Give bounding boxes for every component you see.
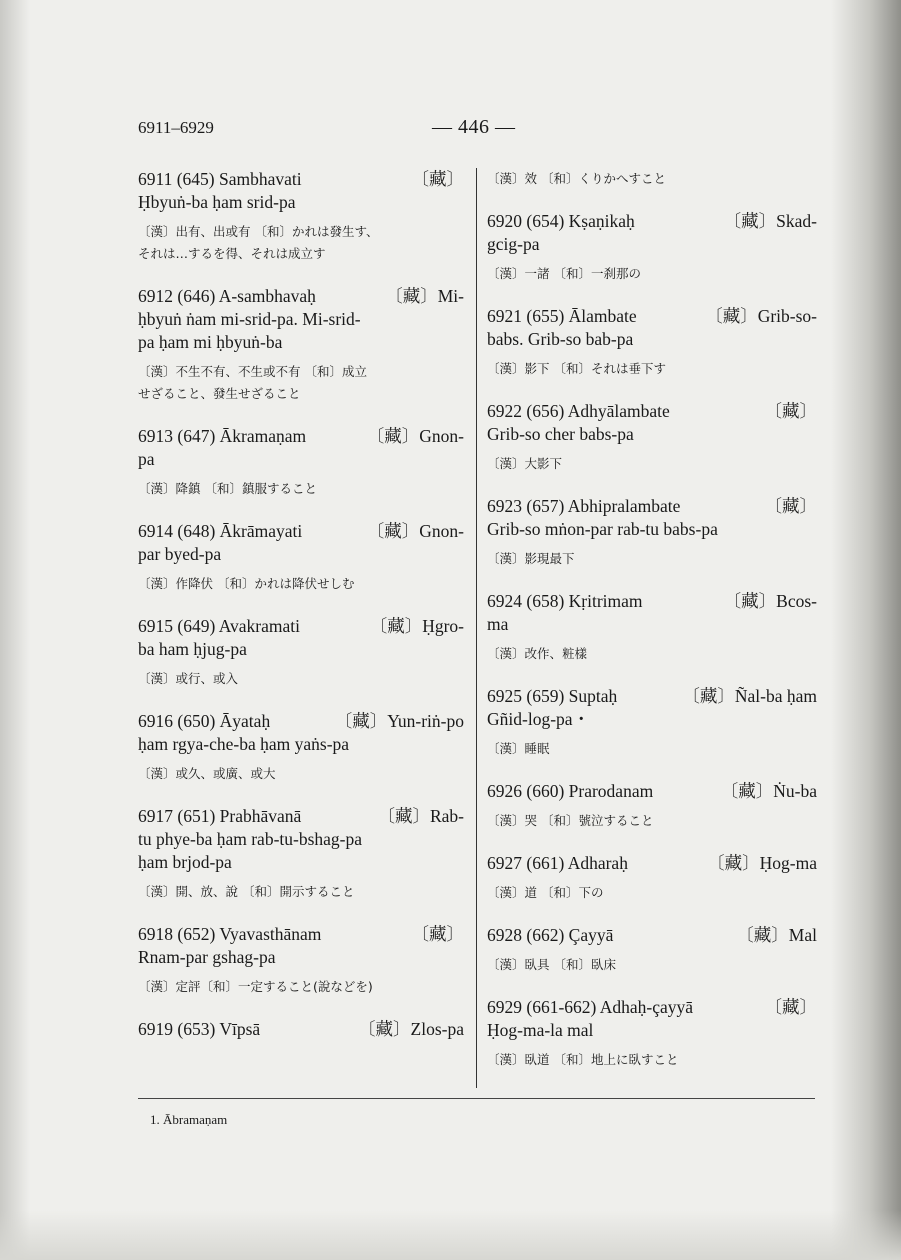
entry-chinese-japanese-gloss: 〔漢〕定評〔和〕一定すること(說などを) — [138, 979, 373, 994]
dictionary-entry — [487, 996, 817, 1071]
entry-headline — [138, 425, 464, 448]
entry-sanskrit: 6912 (646) A-sambhavaḥ — [138, 286, 316, 306]
dictionary-entry — [487, 852, 817, 904]
entry-sanskrit: 6917 (651) Prabhāvanā — [138, 806, 302, 826]
entry-chinese-japanese-gloss: 〔漢〕一諸 〔和〕一刹那の — [487, 266, 641, 281]
entry-chinese-japanese-gloss: 〔漢〕降鎮 〔和〕鎮服すること — [138, 481, 317, 496]
entry-chinese-japanese-gloss: 〔漢〕道 〔和〕下の — [487, 885, 604, 900]
entry-tibetan-start: 〔藏〕Mi- — [385, 286, 464, 306]
entry-tibetan-continued: par byed-pa — [138, 544, 222, 564]
entry-chinese-japanese-gloss: 〔漢〕哭 〔和〕號泣すること — [487, 813, 654, 828]
entry-sanskrit: 6916 (650) Āyataḥ — [138, 711, 271, 731]
entry-tibetan-start: 〔藏〕Mal — [736, 925, 817, 945]
dictionary-entry — [487, 495, 817, 570]
entry-tibetan-continued: tu phye-ba ḥam rab-tu-bshag-pa — [138, 829, 363, 849]
entry-tibetan-start: 〔藏〕Rab- — [377, 806, 464, 826]
entry-headline — [487, 305, 817, 328]
entry-tibetan-continued: ḥam rgya-che-ba ḥam yaṅs-pa — [138, 734, 350, 754]
entry-tibetan-start: 〔藏〕Gnon- — [366, 521, 464, 541]
entry-sanskrit: 6918 (652) Vyavasthānam — [138, 924, 322, 944]
entry-tibetan-start: 〔藏〕Ḥgro- — [369, 616, 464, 636]
entry-headline — [138, 710, 464, 733]
entry-headline — [487, 924, 817, 947]
scan-shadow-bottom — [0, 1210, 901, 1260]
footnote: 1. Ābramaṇam — [150, 1112, 228, 1127]
entry-sanskrit: 6929 (661-662) Adhaḥ-çayyā — [487, 997, 694, 1017]
dictionary-entry — [138, 520, 464, 595]
entry-tibetan-continued: Rnam-par gshag-pa — [138, 947, 276, 967]
entry-tibetan-continued: Ḥbyuṅ-ba ḥam srid-pa — [138, 192, 296, 212]
entry-sanskrit: 6915 (649) Avakramati — [138, 616, 300, 636]
entry-chinese-japanese-gloss: 〔漢〕開、放、說 〔和〕開示すること — [138, 884, 355, 899]
entry-chinese-japanese-gloss: 〔漢〕睡眠 — [487, 741, 550, 756]
entry-chinese-japanese-gloss: 〔漢〕臥具 〔和〕臥床 — [487, 957, 616, 972]
entry-tibetan-continued: babs. Grib-so bab-pa — [487, 329, 634, 349]
entry-sanskrit: 6920 (654) Kṣaṇikaḥ — [487, 211, 635, 231]
entry-tibetan-start: 〔藏〕Ḥog-ma — [707, 853, 817, 873]
entry-sanskrit: 6922 (656) Adhyālambate — [487, 401, 670, 421]
entry-tibetan-start: 〔藏〕Zlos-pa — [358, 1019, 464, 1039]
entry-sanskrit: 6914 (648) Ākrāmayati — [138, 521, 303, 541]
entry-japanese-gloss-continued: それは…するを得、それは成立す — [138, 246, 326, 261]
entry-headline — [487, 495, 817, 518]
entry-headline — [138, 1018, 464, 1041]
right-column — [487, 168, 817, 1091]
entry-headline — [487, 685, 817, 708]
dictionary-entry — [138, 805, 464, 903]
entry-tibetan-continued: pa — [138, 449, 155, 469]
dictionary-entry — [138, 1018, 464, 1041]
dictionary-entry — [487, 924, 817, 976]
entry-chinese-japanese-gloss: 〔漢〕改作、粧樣 — [487, 646, 588, 661]
dictionary-entry — [487, 305, 817, 380]
entry-tibetan-start: 〔藏〕Ñal-ba ḥam — [682, 686, 817, 706]
entry-headline — [138, 285, 464, 308]
entry-chinese-japanese-gloss: 〔漢〕臥道 〔和〕地上に臥すこと — [487, 1052, 679, 1067]
entry-tibetan-continued: ba ham ḥjug-pa — [138, 639, 247, 659]
entry-chinese-japanese-gloss: 〔漢〕或行、或入 — [138, 671, 239, 686]
entry-sanskrit: 6919 (653) Vīpsā — [138, 1019, 261, 1039]
entry-chinese-japanese-gloss: 〔漢〕影下 〔和〕それは垂下す — [487, 361, 666, 376]
entry-sanskrit: 6923 (657) Abhipralambate — [487, 496, 681, 516]
entry-sanskrit: 6925 (659) Suptaḥ — [487, 686, 618, 706]
entry-chinese-japanese-gloss: 〔漢〕出有、出或有 〔和〕かれは發生す、 — [138, 224, 379, 239]
entry-chinese-japanese-gloss: 〔漢〕或久、或廣、或大 — [138, 766, 276, 781]
dictionary-entry — [138, 615, 464, 690]
entry-tibetan-continued: pa ḥam mi ḥbyuṅ-ba — [138, 332, 283, 352]
entry-sanskrit: 6926 (660) Prarodanam — [487, 781, 654, 801]
left-column — [138, 168, 464, 1061]
entry-chinese-japanese-gloss: 〔漢〕影現最下 — [487, 551, 575, 566]
header-entry-range: 6911–6929 — [138, 118, 214, 137]
entry-tibetan-continued: Ḥog-ma-la mal — [487, 1020, 594, 1040]
dictionary-entry — [487, 168, 817, 190]
dictionary-entry — [138, 923, 464, 998]
entry-tibetan-start: 〔藏〕 — [764, 401, 817, 421]
entry-chinese-japanese-gloss: 〔漢〕效 〔和〕くりかへすこと — [487, 171, 666, 186]
entry-sanskrit: 6911 (645) Sambhavati — [138, 169, 302, 189]
column-divider — [476, 168, 477, 1088]
entry-tibetan-continued: ma — [487, 614, 509, 634]
entry-headline — [487, 590, 817, 613]
footnote-rule — [138, 1098, 815, 1099]
entry-tibetan-continued: ḥam brjod-pa — [138, 852, 232, 872]
entry-tibetan-continued: gcig-pa — [487, 234, 540, 254]
entry-headline — [138, 168, 464, 191]
entry-headline — [487, 996, 817, 1019]
entry-sanskrit: 6927 (661) Adharaḥ — [487, 853, 628, 873]
dictionary-entry — [487, 780, 817, 832]
entry-headline — [138, 805, 464, 828]
entry-sanskrit: 6921 (655) Ālambate — [487, 306, 637, 326]
entry-sanskrit: 6928 (662) Çayyā — [487, 925, 614, 945]
entry-tibetan-continued: Grib-so cher babs-pa — [487, 424, 634, 444]
entry-sanskrit: 6924 (658) Kṛitrimam — [487, 591, 643, 611]
entry-tibetan-start: 〔藏〕Gnon- — [366, 426, 464, 446]
entry-tibetan-continued: Gñid-log-pa・ — [487, 709, 591, 729]
entry-headline — [138, 615, 464, 638]
entry-tibetan-start: 〔藏〕Grib-so- — [705, 306, 817, 326]
entry-tibetan-start: 〔藏〕Bcos- — [723, 591, 817, 611]
dictionary-entry — [487, 400, 817, 475]
entry-headline — [487, 780, 817, 803]
entry-tibetan-start: 〔藏〕 — [411, 924, 464, 944]
entry-headline — [138, 923, 464, 946]
entry-chinese-japanese-gloss: 〔漢〕不生不有、不生或不有 〔和〕成立 — [138, 364, 367, 379]
entry-headline — [487, 400, 817, 423]
entry-tibetan-start: 〔藏〕 — [764, 496, 817, 516]
entry-tibetan-start: 〔藏〕 — [411, 169, 464, 189]
entry-tibetan-start: 〔藏〕Skad- — [723, 211, 817, 231]
dictionary-entry — [138, 710, 464, 785]
entry-headline — [138, 520, 464, 543]
entry-headline — [487, 852, 817, 875]
dictionary-entry — [138, 425, 464, 500]
entry-japanese-gloss-continued: せざること、發生せざること — [138, 386, 301, 401]
scan-shadow-left — [0, 0, 30, 1260]
entry-tibetan-start: 〔藏〕Ṅu-ba — [720, 781, 817, 801]
entry-tibetan-start: 〔藏〕Yun-riṅ-po — [334, 711, 464, 731]
entry-chinese-japanese-gloss: 〔漢〕大影下 — [487, 456, 563, 471]
dictionary-entry — [487, 210, 817, 285]
entry-tibetan-start: 〔藏〕 — [764, 997, 817, 1017]
scan-shadow-right — [831, 0, 901, 1260]
page-number: — 446 — — [432, 116, 516, 138]
entry-chinese-japanese-gloss: 〔漢〕作降伏 〔和〕かれは降伏せしむ — [138, 576, 355, 591]
dictionary-entry — [487, 590, 817, 665]
entry-headline — [487, 210, 817, 233]
entry-tibetan-continued: Grib-so mṅon-par rab-tu babs-pa — [487, 519, 718, 539]
entry-sanskrit: 6913 (647) Ākramaṇam — [138, 426, 307, 446]
dictionary-entry — [487, 685, 817, 760]
dictionary-entry — [138, 168, 464, 265]
dictionary-entry — [138, 285, 464, 405]
entry-tibetan-continued: ḥbyuṅ ṅam mi-srid-pa. Mi-srid- — [138, 309, 361, 329]
